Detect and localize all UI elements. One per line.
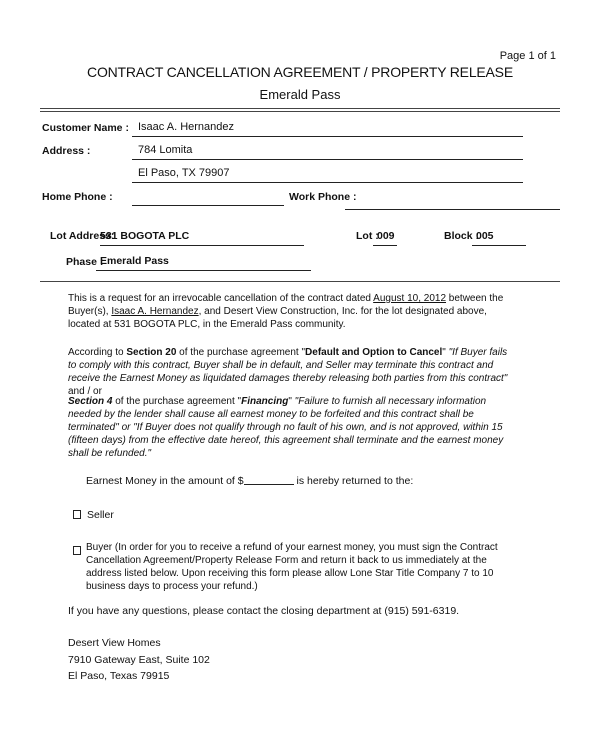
block-label: Block :	[444, 230, 480, 242]
buyer-checkbox[interactable]	[73, 546, 81, 555]
lot-address-label: Lot Address:	[50, 230, 115, 242]
address-line1	[132, 159, 523, 160]
phase-line	[96, 270, 311, 271]
earnest-money-line: Earnest Money in the amount of $ is hereby returned to the:	[86, 475, 414, 487]
lot-address-line	[100, 245, 304, 246]
buyer-checkbox-wrap[interactable]	[73, 541, 87, 559]
contact-sentence: If you have any questions, please contact the closing department at (915) 591-6319.	[68, 605, 460, 617]
home-phone-label: Home Phone :	[42, 191, 113, 203]
document-title: CONTRACT CANCELLATION AGREEMENT / PROPERTY RELEASE	[87, 64, 513, 80]
lot-value: 009	[377, 230, 395, 242]
work-phone-line	[345, 209, 560, 210]
address-line2-value: El Paso, TX 79907	[138, 167, 230, 179]
customer-name-value: Isaac A. Hernandez	[138, 121, 235, 133]
company-street: 7910 Gateway East, Suite 102	[68, 654, 210, 666]
buyer-name: Isaac A. Hernandez	[111, 306, 199, 317]
header-divider-bottom	[40, 111, 560, 112]
section-divider	[40, 281, 560, 282]
block-line	[472, 245, 526, 246]
contract-date: August 10, 2012	[373, 293, 447, 304]
header-divider-top	[40, 108, 560, 109]
seller-checkbox[interactable]	[73, 510, 81, 519]
document-subtitle: Emerald Pass	[259, 87, 341, 102]
page-number: Page 1 of 1	[499, 50, 556, 62]
address-line2	[132, 182, 523, 183]
default-clause-paragraph: According to Section 20 of the purchase agreement "Default and Option to Cancel" "If Buyer fails to comply with this contract, Buyer shall be in default, and Seller may terminate this contract and receive the Earnest Money as liquidated damages thereby releasing both parties from this contract" and / or	[68, 347, 508, 397]
lot-address-value: 531 BOGOTA PLC	[100, 230, 190, 242]
company-city: El Paso, Texas 79915	[68, 670, 170, 682]
company-name: Desert View Homes	[68, 637, 161, 649]
customer-name-line	[132, 136, 523, 137]
phase-label: Phase :	[66, 256, 104, 268]
financing-clause-paragraph: Section 4 of the purchase agreement "Financing" "Failure to furnish all necessary information needed by the lender shall cause all earnest money to be forfeited and this contract shall be terminated" or "If Buyer does not qualify through no fault of his own, and is not approved, within 15 (fifteen days) from the effective date hereof, this agreement shall terminate and the earnest money shall be refunded."	[68, 396, 504, 459]
home-phone-line	[132, 205, 284, 206]
work-phone-label: Work Phone :	[289, 191, 357, 203]
address-label: Address :	[42, 145, 91, 157]
customer-name-label: Customer Name :	[42, 122, 129, 134]
lot-line	[373, 245, 397, 246]
earnest-amount-field[interactable]	[244, 476, 294, 485]
cancellation-request-paragraph: This is a request for an irrevocable cancellation of the contract dated August 10, 2012 between the Buyer(s), Isaac A. Hernandez, and Desert View Construction, Inc. for the lot designated above, located at 531 BOGOTA PLC, in the Emerald Pass community.	[68, 293, 504, 330]
phase-value: Emerald Pass	[100, 255, 169, 267]
seller-label: Seller	[87, 509, 114, 521]
block-value: 005	[476, 230, 494, 242]
address-line1-value: 784 Lomita	[138, 144, 193, 156]
lot-label: Lot :	[356, 230, 379, 242]
seller-option[interactable]	[73, 509, 114, 521]
buyer-option-text: Buyer (In order for you to receive a refund of your earnest money, you must sign the Contract Cancellation Agreement/Property Release Form and return it back to us immediately at the address listed below. Upon receiving this form please allow Lone Star Title Company 7 to 10 business days to process your refund.)	[86, 542, 498, 592]
